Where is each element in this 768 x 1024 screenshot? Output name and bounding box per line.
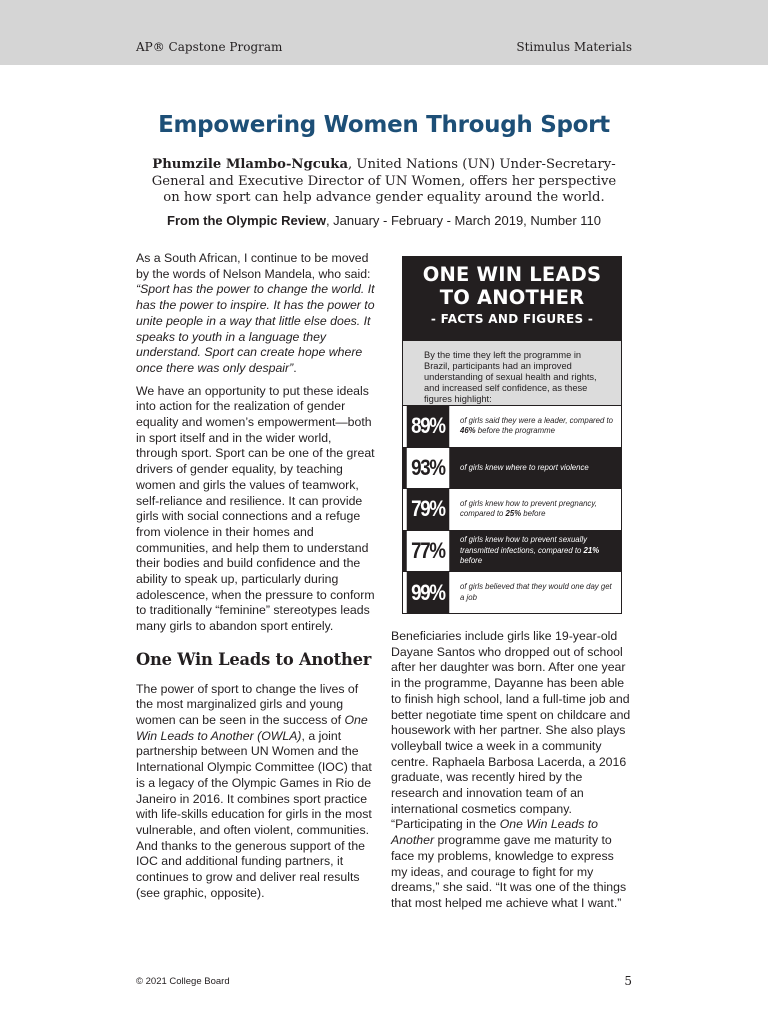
stat-text-part: of girls believed that they would one day get a job (460, 582, 612, 602)
stat-baseline: 46% (460, 426, 476, 436)
paragraph-text: Beneficiaries include girls like 19-year-old Dayane Santos who dropped out of school after her daughter was born. After one year in the programme, Dayanne has been able to finish high school, land a full-time job and better negotiate time spent on childcare and housework with her partner. She also plays volleyball twice a week in a community centre. Raphaela Barbosa Lacerda, a 2016 graduate, was recently hired by the research and innovation team of an international cosmetics company. “Participating in the (391, 629, 631, 832)
intro-author: Phumzile Mlambo-Ngcuka (152, 157, 348, 172)
infographic-title (403, 257, 621, 309)
paragraph-text: The power of sport to change the lives of the most marginalized girls and young women can be seen in the success of (136, 681, 359, 727)
stat-text-part: of girls knew where to report violence (460, 462, 589, 472)
infographic-title-line: ONE WIN LEADS (422, 263, 602, 286)
stat-text-part: of girls knew how to prevent pregnancy, compared to (460, 498, 597, 519)
stat-row (403, 447, 621, 489)
paragraph-text: As a South African, I continue to be moved by the words of Nelson Mandela, who said: (136, 251, 371, 281)
paragraph-text: , a joint partnership between UN Women and the International Olympic Committee (IOC) that is a legacy of the Olympic Games in Rio de Janeiro in 2016. It combines sport practice with life-skills education for girls in the most vulnerable, and often violent, communities. And thanks to the generous support of the IOC and additional funding partners, it continues to grow and deliver real results (see graphic, opposite). (136, 728, 372, 900)
header-band (0, 0, 768, 65)
source-details: , January - February - March 2019, Number 110 (325, 213, 601, 228)
program-name-italic: One Win Leads to Another (OWLA) (136, 712, 368, 743)
paragraph-text: . (293, 360, 297, 375)
program-name-italic: One Win Leads to Another (391, 817, 599, 848)
infographic-subtitle: - FACTS AND FIGURES - (430, 312, 594, 326)
source-prefix: From the Olympic Review (167, 213, 326, 228)
stat-text-part: of girls said they were a leader, compared to (460, 415, 613, 425)
stat-text (453, 499, 621, 520)
stat-text (453, 416, 621, 437)
paragraph-mandela (136, 251, 376, 377)
stat-text-part: before (460, 556, 483, 566)
stat-row (403, 488, 621, 530)
header-section-name: Stimulus Materials (516, 40, 632, 54)
stat-percent: 89% (407, 406, 450, 447)
stat-text (453, 535, 621, 567)
page-number: 5 (624, 974, 632, 988)
left-column (136, 251, 376, 908)
header-program-name: AP® Capstone Program (136, 40, 283, 54)
stat-text (453, 463, 621, 474)
intro-text: , United Nations (UN) Under-Secretary-General and Executive Director of UN Women, offers her perspective on how sport can help advance gender equality around the world. (151, 157, 617, 205)
stat-row (403, 405, 621, 447)
stat-baseline: 25% (505, 509, 522, 519)
right-column (391, 629, 633, 912)
page-title: Empowering Women Through Sport (158, 112, 610, 138)
stat-row (403, 530, 621, 572)
section-heading: One Win Leads to Another (136, 649, 372, 669)
paragraph-owla (136, 682, 376, 902)
stat-text (453, 582, 621, 603)
stat-text-part: before (521, 509, 546, 519)
intro-paragraph (150, 157, 618, 207)
infographic (402, 256, 622, 614)
paragraph-text: programme gave me maturity to face my problems, knowledge to express my ideas, and courage to fight for my dreams,” she said. “It was one of the things that most helped me achieve what I want.” (391, 833, 627, 910)
infographic-header (403, 257, 621, 341)
stat-text-part: of girls knew how to prevent sexually transmitted infections, compared to (460, 535, 587, 555)
stat-text-part: before the programme (475, 426, 555, 436)
source-line (120, 213, 648, 228)
paragraph-beneficiaries (391, 629, 633, 912)
footer-copyright: © 2021 College Board (136, 976, 230, 987)
stat-row (403, 571, 621, 613)
paragraph-opportunity: We have an opportunity to put these ideals into action for the realization of gender equality and women’s empowerment—both in sport itself and in the wider world, through sport. Sport can be one of the great drivers of gender equality, by teaching women and girls the values of teamwork, self-reliance and resilience. It can provide girls with social connections and a refuge from violence in their homes and communities, and help them to understand their bodies and build confidence and the ability to speak up, particularly during adolescence, when the pressure to conform to traditionally “feminine” stereotypes leads many girls to abandon sport entirely. (136, 383, 375, 634)
mandela-quote: “Sport has the power to change the world. It has the power to inspire. It has the power to unite people in a way that little else does. It speaks to youth in a language they understand. Sport can create hope where once there was only despair” (136, 282, 375, 375)
infographic-description: By the time they left the programme in Brazil, participants had an improved understanding of sexual health and rights, and increased self confidence, as these figures highlight: (403, 341, 621, 405)
stat-percent: 77% (407, 531, 450, 572)
stat-percent: 79% (407, 489, 450, 530)
stat-percent: 93% (407, 448, 450, 489)
infographic-title-line: TO ANOTHER (439, 286, 585, 309)
stat-baseline: 21% (583, 545, 600, 555)
stat-percent: 99% (407, 572, 450, 613)
